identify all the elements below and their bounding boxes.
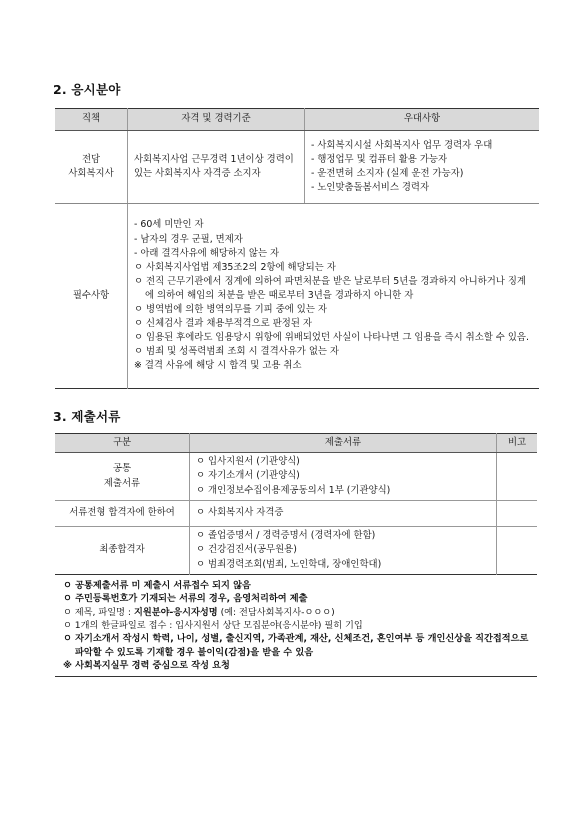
preference-item: - 행정업무 및 컴퓨터 활용 가능자 xyxy=(311,153,448,165)
required-item: - 아래 결격사유에 해당하지 않는 자 xyxy=(134,247,280,259)
category-line: 서류전형 합격자에 한하여 xyxy=(69,507,175,519)
note-item: ㅇ 공통제출서류 미 제출시 서류접수 되지 않음 xyxy=(63,580,251,591)
header-qualification: 자격 및 경력기준 xyxy=(128,109,305,131)
required-label: 필수사항 xyxy=(72,289,110,301)
section-title-documents: 3. 제출서류 xyxy=(53,409,121,424)
note-bold-part: 지원분야-응시자성명 xyxy=(133,606,218,618)
category-line: 제출서류 xyxy=(103,477,141,489)
required-item: ㅇ 범죄 및 성폭력범죄 조회 시 결격사유가 없는 자 xyxy=(134,346,339,358)
doc-item: ㅇ 개인정보수집이용제공동의서 1부 (기관양식) xyxy=(196,484,391,496)
doc-item: ㅇ 범죄경력조회(범죄, 노인학대, 장애인학대) xyxy=(196,558,382,570)
preference-item: - 사회복지시설 사회복지사 업무 경력자 우대 xyxy=(311,139,493,151)
required-cell xyxy=(128,204,540,389)
note-item: ㅇ 1개의 한글파일로 접수 : 입사지원서 상단 모집분야(응시분야) 필히 기입 xyxy=(63,620,363,632)
docs-common xyxy=(190,453,497,501)
preference-item: - 노인맞춤돌봄서비스 경력자 xyxy=(311,182,430,194)
note-prefix: ㅇ 제목, 파일명 : xyxy=(63,606,134,618)
doc-item: ㅇ 사회복지사 자격증 xyxy=(196,507,284,519)
remarks-cell xyxy=(497,527,538,575)
required-item: ※ 결격 사유에 해당 시 합격 및 고용 취소 xyxy=(134,360,302,372)
preference-cell xyxy=(305,131,540,204)
header-position: 직책 xyxy=(55,109,128,131)
remarks-cell xyxy=(497,501,538,527)
doc-item: ㅇ 입사지원서 (기관양식) xyxy=(196,456,300,468)
required-item: ㅇ 전직 근무기관에서 징계에 의하여 파면처분을 받은 날로부터 5년을 경과하지 아니하거나 징계에 의하여 해임의 처분을 받은 때로부터 3년을 경과하지 아니한 자 xyxy=(134,275,526,301)
position-cell xyxy=(55,131,128,204)
header-preference: 우대사항 xyxy=(305,109,540,131)
doc-item: ㅇ 건강검진서(공무원용) xyxy=(196,544,297,556)
note-item: ㅇ 주민등록번호가 기재되는 서류의 경우, 음영처리하여 제출 xyxy=(63,593,308,605)
category-common xyxy=(55,453,190,501)
required-item: ㅇ 병역법에 의한 병역의무를 기피 중에 있는 자 xyxy=(134,304,327,316)
note-example: (예: 전담사회복지사-ㅇㅇㅇ) xyxy=(217,606,335,618)
required-item: ㅇ 임용된 후에라도 임용당시 위항에 위배되었던 사실이 나타나면 그 임용을 즉시 취소할 수 있음. xyxy=(134,332,529,344)
note-item: ※ 사회복지실무 경력 중심으로 작성 요청 xyxy=(63,660,230,672)
required-item: ㅇ 사회복지사업법 제35조2의 2항에 해당되는 자 xyxy=(134,261,336,273)
docs-document-pass xyxy=(190,501,497,527)
note-item: ㅇ 자기소개서 작성시 학력, 나이, 성별, 출신지역, 가족관계, 재산, 신체조건, 혼인여부 등 개인신상을 직간접적으로 파악할 수 있도록 기재할 경우 불이익(감점)을 받을 수 있음 xyxy=(63,633,529,658)
required-item: - 남자의 경우 군필, 면제자 xyxy=(134,233,243,245)
section-title-application-field: 2. 응시분야 xyxy=(53,82,121,97)
docs-final xyxy=(190,527,497,575)
position-line-2: 사회복지사 xyxy=(68,168,114,179)
qualification-text: 사회복지사업 근무경력 1년이상 경력이 있는 사회복지사 자격증 소지자 xyxy=(134,153,294,179)
required-item: - 60세 미만인 자 xyxy=(134,219,204,231)
doc-item: ㅇ 자기소개서 (기관양식) xyxy=(196,470,300,482)
documents-table xyxy=(55,433,537,677)
position-line-1: 전담 xyxy=(81,153,101,165)
category-line: 최종합격자 xyxy=(99,544,145,556)
category-final xyxy=(55,527,190,575)
preference-item: - 운전면허 소지자 (실제 운전 가능자) xyxy=(311,168,464,179)
note-item xyxy=(63,606,537,619)
qualification-cell xyxy=(128,131,305,204)
header-category: 구분 xyxy=(55,434,190,453)
category-document-pass xyxy=(55,501,190,527)
remarks-cell xyxy=(497,453,538,501)
notes-cell xyxy=(55,575,537,677)
header-documents: 제출서류 xyxy=(190,434,497,453)
required-item: ㅇ 신체검사 결과 채용부적격으로 판정된 자 xyxy=(134,318,312,330)
category-line: 공통 xyxy=(112,463,132,475)
application-field-table xyxy=(55,108,539,389)
header-remarks: 비고 xyxy=(497,434,538,453)
doc-item: ㅇ 졸업증명서 / 경력증명서 (경력자에 한함) xyxy=(196,530,376,542)
